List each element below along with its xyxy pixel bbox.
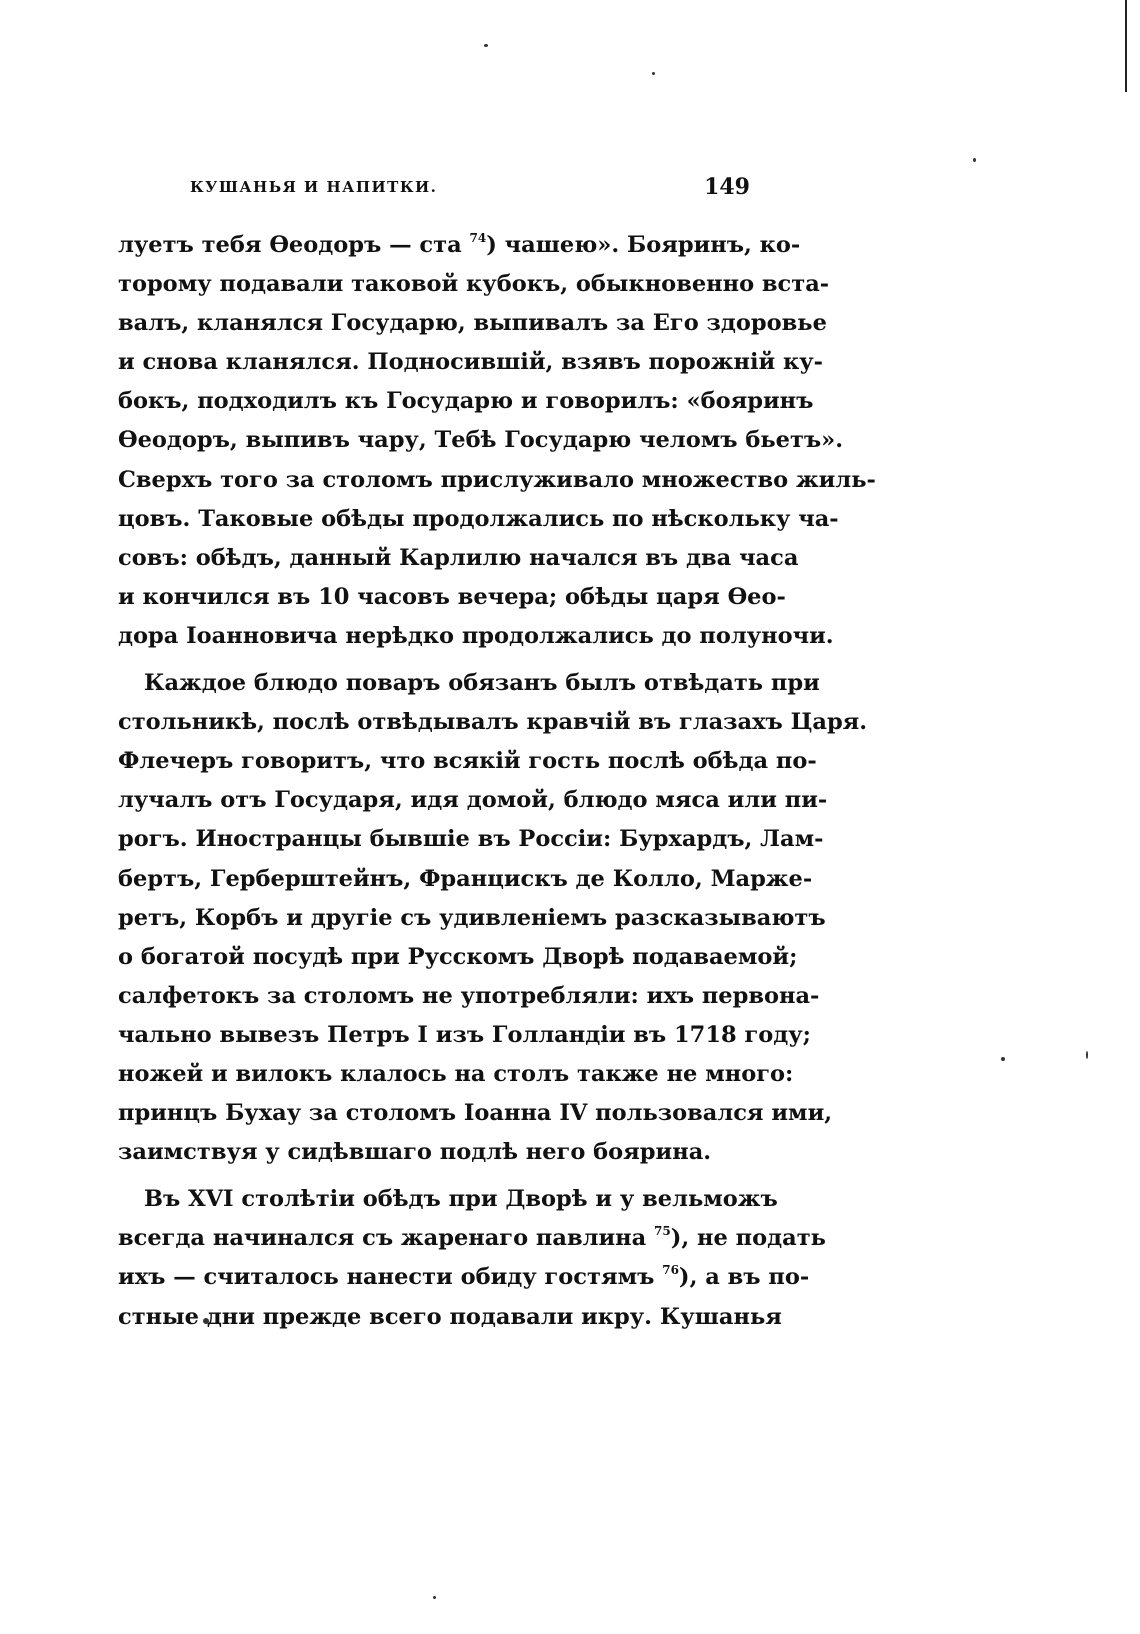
line-text: бокъ, подходилъ къ Государю и говорилъ: «бояринъ — [118, 388, 814, 415]
text-line — [118, 1180, 778, 1219]
line-text: чально вывезъ Петръ I изъ Голландіи въ 1718 году; — [118, 1021, 811, 1048]
line-text: всегда начинался съ жаренаго павлина — [118, 1225, 655, 1252]
text-line — [118, 578, 786, 617]
paragraph-gap — [118, 656, 758, 664]
line-text: Сверхъ того за столомъ прислуживало множество жиль- — [118, 466, 876, 493]
scan-speck — [652, 72, 655, 75]
text-line — [118, 938, 798, 977]
line-text: салфетокъ за столомъ не употребляли: ихъ первона- — [118, 982, 820, 1009]
paragraph — [118, 226, 876, 656]
line-text: бертъ, Герберштейнъ, Францискъ де Колло, Марже- — [118, 865, 813, 892]
line-text: рогъ. Иностранцы бывшіе въ Россіи: Бурхардъ, Лам- — [118, 826, 824, 853]
text-line — [118, 781, 828, 820]
line-text: принцъ Бухау за столомъ Іоанна IV пользовался ими, — [118, 1100, 833, 1127]
line-text: лучалъ отъ Государя, идя домой, блюдо мяса или пи- — [118, 787, 828, 814]
text-line — [118, 742, 817, 781]
line-text-after: ) чашею». Бояринъ, ко- — [486, 232, 801, 258]
text-line — [118, 1016, 811, 1055]
text-line — [118, 500, 839, 539]
line-text: совъ: обѣдъ, данный Карлилю начался въ два часа — [118, 544, 799, 571]
line-text: стольникѣ, послѣ отвѣдывалъ кравчій въ глазахъ Царя. — [118, 709, 868, 736]
scan-speck — [433, 1596, 436, 1599]
line-text-after: ), а въ по- — [678, 1264, 810, 1291]
text-line — [118, 899, 826, 938]
line-text: торому подавали таковой кубокъ, обыкновенно вста- — [118, 271, 830, 298]
page-number: 149 — [704, 174, 750, 200]
text-line — [118, 421, 844, 460]
text-line — [118, 860, 813, 899]
text-line — [118, 703, 868, 742]
paragraph — [118, 1180, 826, 1336]
scan-speck — [1086, 1051, 1088, 1059]
body-text — [118, 226, 876, 1337]
line-text: Въ XVI столѣтіи обѣдъ при Дворѣ и у вельможъ — [144, 1186, 778, 1213]
line-text-after: ), не подать — [670, 1225, 826, 1252]
text-line — [118, 265, 830, 304]
line-text: дора Іоанновича нерѣдко продолжались до полуночи. — [118, 622, 834, 649]
footnote-ref: 76 — [662, 1263, 679, 1278]
line-text: ретъ, Корбъ и другіе съ удивленіемъ разсказываютъ — [118, 904, 826, 931]
text-line — [118, 382, 814, 421]
line-text: цовъ. Таковые обѣды продолжались по нѣскольку ча- — [118, 505, 839, 532]
line-text: и кончился въ 10 часовъ вечера; обѣды царя Өео- — [118, 583, 786, 610]
line-text: ножей и вилокъ клалось на столъ также не много: — [118, 1060, 794, 1087]
running-head-title: КУШАНЬЯ И НАПИТКИ. — [190, 178, 438, 196]
text-line — [118, 664, 820, 703]
text-line — [118, 617, 834, 656]
footnote-ref: 75 — [654, 1224, 671, 1239]
text-line — [118, 1258, 810, 1297]
line-text: валъ, кланялся Государю, выпивалъ за Его здоровье — [118, 310, 827, 337]
text-line — [118, 1298, 782, 1337]
text-line — [118, 226, 801, 265]
line-text: заимствуя у сидѣвшаго подлѣ него боярина. — [118, 1139, 712, 1166]
line-text: Каждое блюдо поваръ обязанъ былъ отвѣдать при — [144, 670, 820, 697]
line-text: стные дни прежде всего подавали икру. Кушанья — [118, 1303, 782, 1330]
text-line — [118, 539, 799, 578]
line-text: луетъ тебя Өеодоръ — ста — [118, 232, 470, 258]
text-line — [118, 304, 827, 343]
text-line — [118, 1055, 794, 1094]
scan-edge-line — [1125, 0, 1127, 92]
line-text: о богатой посудѣ при Русскомъ Дворѣ подаваемой; — [118, 943, 798, 970]
line-text: Флечеръ говоритъ, что всякій гость послѣ обѣда по- — [118, 748, 817, 775]
text-line — [118, 820, 824, 859]
text-line — [118, 343, 824, 382]
scan-speck — [1001, 1057, 1005, 1061]
scan-speck — [484, 44, 488, 47]
line-text: и снова кланялся. Подносившій, взявъ порожній ку- — [118, 349, 824, 376]
paragraph-gap — [118, 1172, 758, 1180]
text-line — [118, 1094, 833, 1133]
running-head — [190, 174, 750, 208]
text-line — [118, 1219, 826, 1258]
text-line — [118, 1133, 758, 1172]
text-line — [118, 461, 876, 500]
text-line — [118, 977, 820, 1016]
footnote-ref: 74 — [469, 231, 487, 245]
line-text: ихъ — считалось нанести обиду гостямъ — [118, 1264, 663, 1291]
paragraph — [118, 664, 868, 1172]
line-text: Өеодоръ, выпивъ чару, Тебѣ Государю челомъ бьетъ». — [118, 427, 844, 454]
scan-speck — [973, 158, 976, 162]
